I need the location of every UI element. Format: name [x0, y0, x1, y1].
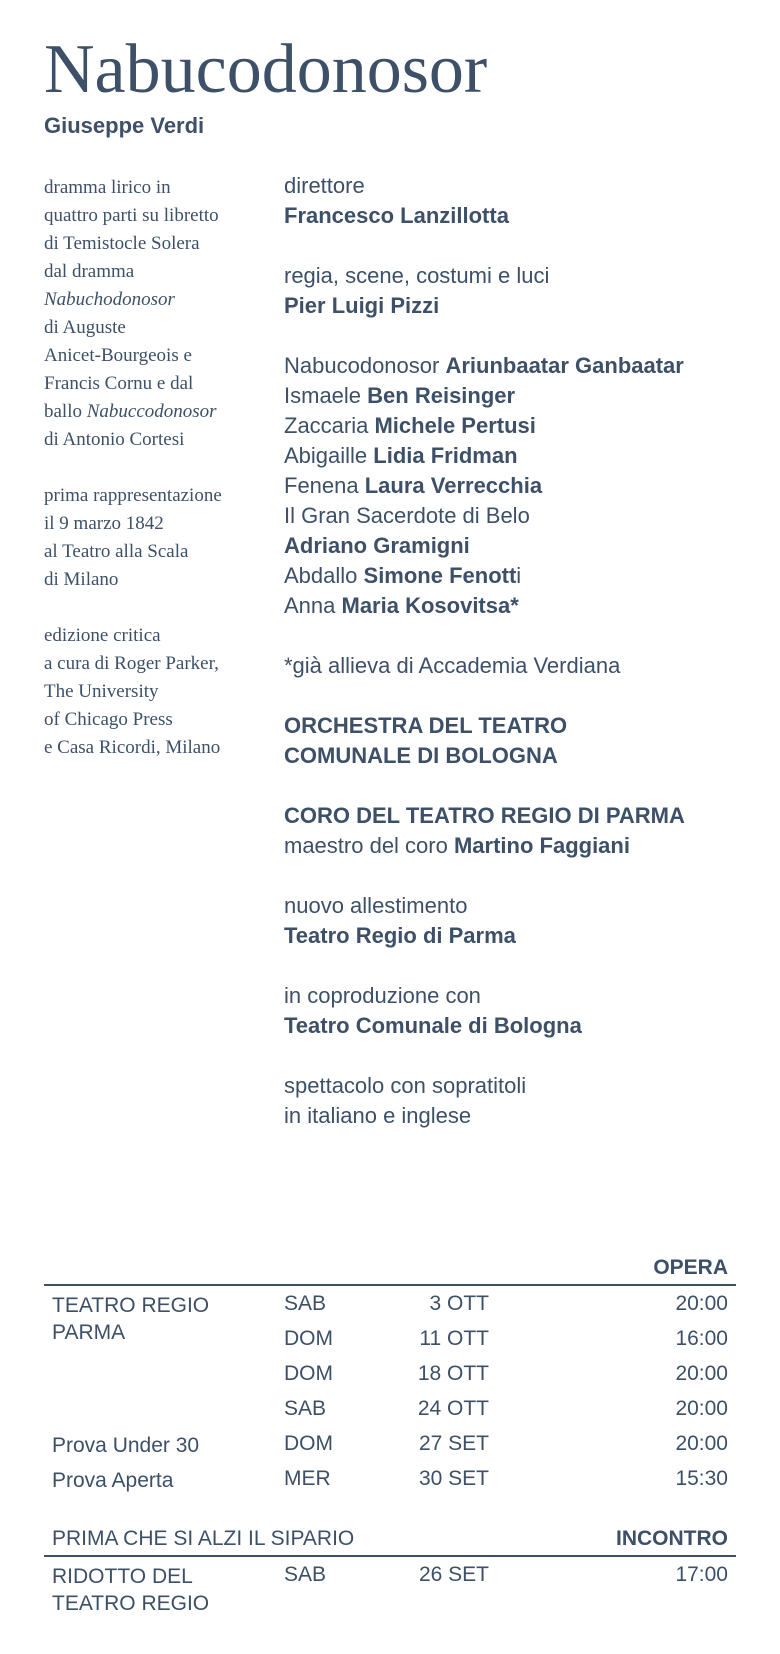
date: 18 OTT: [417, 1362, 489, 1385]
libretto-line: dal dramma: [44, 261, 135, 282]
time: 20:00: [675, 1362, 728, 1385]
schedule-heading: OPERA: [653, 1256, 728, 1279]
incontro-header: [44, 1525, 736, 1557]
date: 30 SET: [418, 1467, 489, 1490]
libretto-line: Francis Cornu e dal: [44, 373, 194, 394]
director-label: regia, scene, costumi e luci: [284, 263, 550, 288]
day: DOM: [284, 1362, 333, 1385]
chorus: CORO DEL TEATRO REGIO DI PARMA maestro del coro Martino Faggiani: [284, 801, 764, 861]
time: 20:00: [675, 1397, 728, 1420]
edition-line: The University: [44, 681, 159, 702]
chorus-master: maestro del coro Martino Faggiani: [284, 833, 630, 858]
opera-schedule: [44, 1254, 736, 1496]
date: 26 SET: [418, 1563, 489, 1586]
academy-note: *già allieva di Accademia Verdiana: [284, 653, 621, 678]
coproduction-credit: in coproduzione con Teatro Comunale di Bologna: [284, 983, 582, 1038]
day: DOM: [284, 1327, 333, 1350]
time: 17:00: [675, 1563, 728, 1586]
libretto-line: dramma lirico in: [44, 177, 171, 198]
libretto-info: [44, 174, 274, 454]
credits: [284, 171, 764, 1161]
schedule-header: [44, 1254, 736, 1286]
libretto-line: di Auguste: [44, 317, 126, 338]
venue-name: TEATRO REGIO PARMA: [52, 1294, 210, 1344]
date: 24 OTT: [417, 1397, 489, 1420]
cast-item: Abigaille Lidia Fridman: [284, 443, 518, 468]
director-name: Pier Luigi Pizzi: [284, 293, 440, 318]
premiere-line: al Teatro alla Scala: [44, 541, 189, 562]
director-credit: [284, 261, 764, 321]
premiere-line: prima rappresentazione: [44, 485, 222, 506]
time: 20:00: [675, 1292, 728, 1315]
table-row: [44, 1321, 736, 1356]
table-row: [44, 1356, 736, 1391]
venue-name: RIDOTTO DEL TEATRO REGIO: [52, 1565, 210, 1615]
edition-line: of Chicago Press: [44, 709, 173, 730]
libretto-line: Anicet-Bourgeois e: [44, 345, 192, 366]
incontro-heading: INCONTRO: [616, 1527, 728, 1550]
table-row: [44, 1557, 736, 1615]
premiere-line: il 9 marzo 1842: [44, 513, 164, 534]
edition-line: e Casa Ricordi, Milano: [44, 737, 221, 758]
cast-item: Ismaele Ben Reisinger: [284, 383, 516, 408]
opera-title: Nabucodonosor: [44, 31, 488, 108]
date: 11 OTT: [419, 1327, 489, 1350]
cast-item: Abdallo Simone Fenotti: [284, 563, 522, 588]
conductor-name: Francesco Lanzillotta: [284, 203, 509, 228]
libretto-line: quattro parti su libretto: [44, 205, 219, 226]
date: 3 OTT: [429, 1292, 489, 1315]
table-row: [44, 1391, 736, 1426]
day: DOM: [284, 1432, 333, 1455]
premiere-line: di Milano: [44, 569, 119, 590]
composer-name: Giuseppe Verdi: [44, 113, 205, 138]
event-label: Prova Under 30: [52, 1434, 200, 1457]
surtitles-note: spettacolo con sopratitoli in italiano e inglese: [284, 1073, 527, 1128]
edition-line: a cura di Roger Parker,: [44, 653, 219, 674]
cast-item: Zaccaria Michele Pertusi: [284, 413, 536, 438]
opera-details: [44, 174, 274, 790]
day: SAB: [284, 1397, 327, 1420]
time: 16:00: [675, 1327, 728, 1350]
source-drama-title: Nabuchodonosor: [44, 289, 175, 310]
cast-item: Fenena Laura Verrecchia: [284, 473, 543, 498]
conductor-credit: [284, 171, 764, 231]
table-row: [44, 1461, 736, 1496]
cast-item: Anna Maria Kosovitsa*: [284, 593, 519, 618]
libretto-line: di Antonio Cortesi: [44, 429, 185, 450]
orchestra: ORCHESTRA DEL TEATRO COMUNALE DI BOLOGNA: [284, 713, 568, 768]
edition-info: [44, 622, 274, 762]
ballo-line: ballo Nabuccodonosor: [44, 401, 217, 422]
cast-list: [284, 351, 764, 621]
cast-name: Adriano Gramigni: [284, 533, 470, 558]
time: 20:00: [675, 1432, 728, 1455]
day: MER: [284, 1467, 331, 1490]
incontro-schedule: [44, 1525, 736, 1615]
time: 15:30: [675, 1467, 728, 1490]
production-credit: nuovo allestimento Teatro Regio di Parma: [284, 893, 516, 948]
table-row: [44, 1426, 736, 1461]
premiere-info: [44, 482, 274, 594]
day: SAB: [284, 1292, 327, 1315]
edition-line: edizione critica: [44, 625, 161, 646]
day: SAB: [284, 1563, 327, 1586]
event-label: Prova Aperta: [52, 1469, 174, 1492]
libretto-line: di Temistocle Solera: [44, 233, 200, 254]
incontro-title: PRIMA CHE SI ALZI IL SIPARIO: [52, 1527, 355, 1550]
conductor-label: direttore: [284, 173, 365, 198]
date: 27 SET: [418, 1432, 489, 1455]
cast-role: Il Gran Sacerdote di Belo: [284, 503, 530, 528]
cast-item: Nabucodonosor Ariunbaatar Ganbaatar: [284, 353, 684, 378]
